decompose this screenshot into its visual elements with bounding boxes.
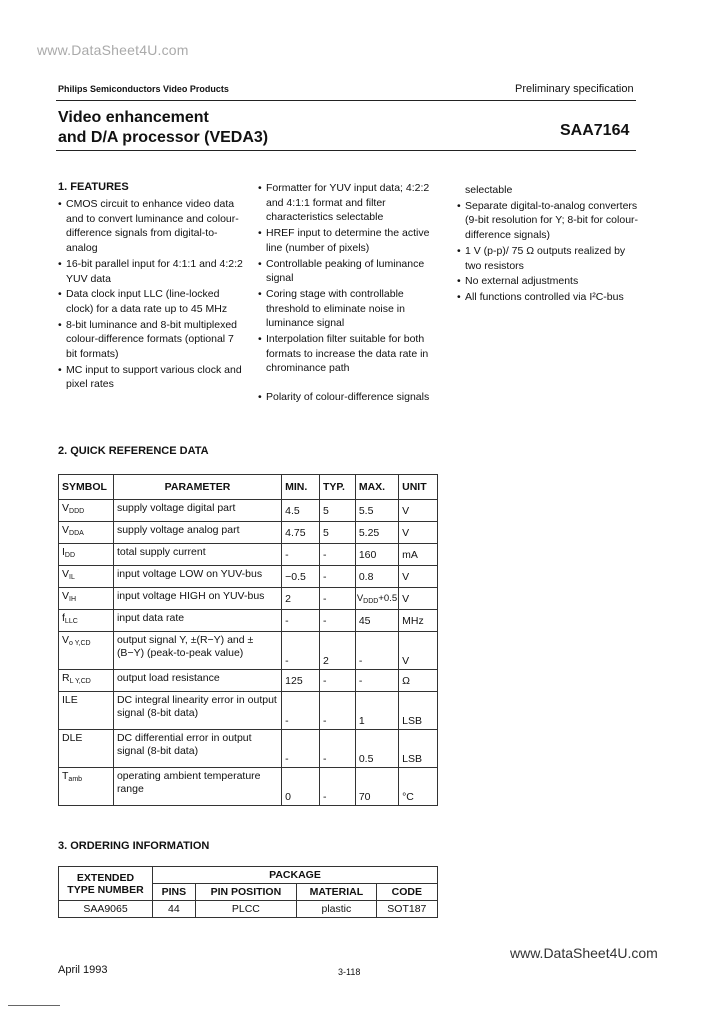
- table-row: [59, 522, 438, 544]
- symbol-subscript: IH: [69, 596, 77, 603]
- symbol-subscript: DDA: [69, 530, 84, 537]
- cell-typ: -: [319, 566, 355, 588]
- symbol-main: V: [62, 524, 70, 536]
- cell-parameter: output load resistance: [113, 670, 281, 692]
- col-header-package: PACKAGE: [153, 867, 438, 884]
- cell-pins: 44: [153, 901, 196, 918]
- cell-typ: -: [319, 670, 355, 692]
- symbol-main: V: [62, 568, 70, 580]
- cell-parameter: input voltage LOW on YUV-bus: [113, 566, 281, 588]
- cell-max: [355, 670, 398, 692]
- cell-unit: V: [399, 500, 438, 522]
- max-value: 0.5: [358, 753, 374, 765]
- feature-item: • 16-bit parallel input for 4:1:1 and 4:2:2 YUV data: [58, 257, 246, 286]
- symbol-subscript: DDD: [69, 508, 85, 515]
- max-value: 0.8: [358, 570, 374, 583]
- watermark-bottom[interactable]: www.DataSheet4U.com: [510, 945, 658, 961]
- cell-symbol: [59, 544, 114, 566]
- features-col-1: [58, 197, 246, 393]
- feature-item: • HREF input to determine the active line (number of pixels): [258, 226, 444, 255]
- cell-symbol: [59, 730, 114, 768]
- cell-min: -: [282, 632, 320, 670]
- cell-unit: V: [399, 566, 438, 588]
- cell-unit: MHz: [399, 610, 438, 632]
- cell-max: [355, 768, 398, 806]
- cell-symbol: [59, 566, 114, 588]
- cell-parameter: supply voltage digital part: [113, 500, 281, 522]
- cell-min: 4.5: [282, 500, 320, 522]
- cell-min: -: [282, 610, 320, 632]
- col-header-material: MATERIAL: [297, 884, 377, 901]
- table-row: [59, 901, 438, 918]
- cell-parameter: input data rate: [113, 610, 281, 632]
- max-value: 160: [358, 548, 377, 561]
- max-suffix: +0.5: [378, 592, 398, 604]
- cell-unit: Ω: [399, 670, 438, 692]
- cell-typ: 5: [319, 500, 355, 522]
- ordering-heading: 3. ORDERING INFORMATION: [58, 840, 210, 852]
- cell-max: [355, 544, 398, 566]
- title-rule: [56, 150, 636, 151]
- table-row: [59, 544, 438, 566]
- col-header-min: MIN.: [282, 475, 320, 500]
- col-header-parameter: PARAMETER: [113, 475, 281, 500]
- cell-typ: -: [319, 544, 355, 566]
- cell-parameter: DC differential error in output signal (8-bit data): [113, 730, 281, 768]
- col-header-typ: TYP.: [319, 475, 355, 500]
- cell-typ: -: [319, 692, 355, 730]
- cell-unit: LSB: [399, 730, 438, 768]
- ordering-table: [58, 866, 438, 918]
- symbol-main: T: [62, 770, 69, 782]
- col-header-pin-position: PIN POSITION: [195, 884, 296, 901]
- cell-symbol: [59, 768, 114, 806]
- cell-min: 125: [282, 670, 320, 692]
- table-row: [59, 500, 438, 522]
- quick-ref-heading: 2. QUICK REFERENCE DATA: [58, 445, 209, 457]
- feature-item: • Controllable peaking of luminance signal: [258, 257, 444, 286]
- cell-min: −0.5: [282, 566, 320, 588]
- max-value: 1: [358, 715, 365, 727]
- symbol-main: ILE: [62, 694, 78, 706]
- cell-code: SOT187: [376, 901, 437, 918]
- symbol-main: R: [62, 672, 70, 684]
- cell-symbol: [59, 632, 114, 670]
- cell-max: [355, 566, 398, 588]
- title-line-1: Video enhancement: [58, 109, 209, 126]
- footer-rule: [8, 1005, 60, 1006]
- symbol-subscript: o Y,CD: [69, 640, 91, 647]
- col-header-symbol: SYMBOL: [59, 475, 114, 500]
- max-value: -: [358, 674, 363, 687]
- cell-typ: -: [319, 588, 355, 610]
- table-row: [59, 670, 438, 692]
- symbol-main: f: [62, 612, 65, 624]
- cell-symbol: [59, 670, 114, 692]
- cell-parameter: input voltage HIGH on YUV-bus: [113, 588, 281, 610]
- symbol-main: I: [62, 546, 65, 558]
- footer-page: 3-118: [338, 967, 361, 977]
- symbol-subscript: DD: [64, 552, 76, 559]
- symbol-main: V: [62, 590, 70, 602]
- cell-parameter: supply voltage analog part: [113, 522, 281, 544]
- cell-symbol: [59, 500, 114, 522]
- cell-min: -: [282, 692, 320, 730]
- cell-min: 0: [282, 768, 320, 806]
- feature-item: • No external adjustments: [457, 274, 642, 289]
- cell-min: -: [282, 544, 320, 566]
- max-value: -: [358, 655, 363, 667]
- feature-item: • CMOS circuit to enhance video data and to convert luminance and colour-difference signals from digital-to-analog: [58, 197, 246, 256]
- cell-min: 4.75: [282, 522, 320, 544]
- symbol-main: V: [62, 634, 70, 646]
- cell-max: [355, 522, 398, 544]
- table-row: [59, 610, 438, 632]
- cell-max: [355, 500, 398, 522]
- feature-item: • All functions controlled via I²C-bus: [457, 290, 642, 305]
- cell-symbol: [59, 692, 114, 730]
- cell-parameter: DC integral linearity error in output signal (8-bit data): [113, 692, 281, 730]
- feature-item: • MC input to support various clock and pixel rates: [58, 363, 246, 392]
- cell-typ: -: [319, 610, 355, 632]
- col-header-code: CODE: [376, 884, 437, 901]
- symbol-subscript: LLC: [64, 618, 78, 625]
- quick-ref-table: [58, 474, 438, 806]
- feature-item: • 1 V (p-p)/ 75 Ω outputs realized by two resistors: [457, 244, 642, 273]
- cell-typ: 2: [319, 632, 355, 670]
- table-header-row: [59, 475, 438, 500]
- cell-parameter: output signal Y, ±(R−Y) and ±(B−Y) (peak-to-peak value): [113, 632, 281, 670]
- cell-parameter: operating ambient temperature range: [113, 768, 281, 806]
- cell-unit: V: [399, 522, 438, 544]
- feature-item: • Coring stage with controllable threshold to eliminate noise in luminance signal: [258, 287, 444, 331]
- max-subscript: DDD: [363, 597, 379, 605]
- cell-max: [355, 730, 398, 768]
- feature-item: • Formatter for YUV input data; 4:2:2 and 4:1:1 format and filter characteristics selectable: [258, 181, 444, 225]
- feature-item: • Separate digital-to-analog converters (9-bit resolution for Y; 8-bit for colour-difference signals): [457, 199, 642, 243]
- cell-parameter: total supply current: [113, 544, 281, 566]
- cell-type: SAA9065: [59, 901, 153, 918]
- feature-item: • Data clock input LLC (line-locked clock) for a data rate up to 45 MHz: [58, 287, 246, 316]
- max-value: 45: [358, 614, 371, 627]
- cell-min: 2: [282, 588, 320, 610]
- table-row: [59, 730, 438, 768]
- cell-position: PLCC: [195, 901, 296, 918]
- cell-symbol: [59, 588, 114, 610]
- table-row: [59, 632, 438, 670]
- table-row: [59, 692, 438, 730]
- feature-item: • Polarity of colour-difference signals: [258, 390, 444, 405]
- max-value: V: [356, 592, 364, 604]
- spec-status: Preliminary specification: [515, 83, 634, 95]
- symbol-subscript: amb: [68, 776, 83, 783]
- feature-item: • 8-bit luminance and 8-bit multiplexed colour-difference formats (optional 7 bit formats): [58, 318, 246, 362]
- table-row: [59, 588, 438, 610]
- table-row: [59, 566, 438, 588]
- cell-max: [355, 632, 398, 670]
- cell-unit: V: [399, 632, 438, 670]
- title-line-2: and D/A processor (VEDA3): [58, 129, 269, 146]
- cell-max: [355, 588, 398, 610]
- max-value: 70: [358, 791, 371, 803]
- col-header-type: EXTENDED TYPE NUMBER: [59, 867, 153, 901]
- cell-typ: -: [319, 768, 355, 806]
- symbol-main: V: [62, 502, 70, 514]
- feature-continuation: selectable: [465, 184, 513, 196]
- cell-symbol: [59, 610, 114, 632]
- features-col-2: [258, 181, 444, 406]
- cell-unit: mA: [399, 544, 438, 566]
- cell-unit: V: [399, 588, 438, 610]
- document-title: [58, 108, 268, 148]
- cell-unit: LSB: [399, 692, 438, 730]
- cell-symbol: [59, 522, 114, 544]
- cell-material: plastic: [297, 901, 377, 918]
- footer-date: April 1993: [58, 964, 108, 976]
- cell-max: [355, 692, 398, 730]
- cell-min: -: [282, 730, 320, 768]
- symbol-subscript: IL: [69, 574, 75, 581]
- company-name: Philips Semiconductors Video Products: [58, 84, 229, 94]
- features-heading: 1. FEATURES: [58, 181, 129, 193]
- cell-unit: °C: [399, 768, 438, 806]
- cell-typ: 5: [319, 522, 355, 544]
- col-header-pins: PINS: [153, 884, 196, 901]
- col-header-max: MAX.: [355, 475, 398, 500]
- header-rule: [56, 100, 636, 101]
- features-col-3: [457, 183, 642, 306]
- max-value: 5.5: [358, 504, 374, 517]
- symbol-subscript: L Y,CD: [69, 678, 91, 685]
- max-value: 5.25: [358, 526, 380, 539]
- cell-typ: -: [319, 730, 355, 768]
- feature-item: • Interpolation filter suitable for both formats to increase the data rate in chrominance path: [258, 332, 444, 376]
- symbol-main: DLE: [62, 732, 83, 744]
- watermark-top[interactable]: www.DataSheet4U.com: [37, 42, 189, 58]
- table-row: [59, 768, 438, 806]
- part-number: SAA7164: [560, 122, 630, 139]
- col-header-unit: UNIT: [399, 475, 438, 500]
- cell-max: [355, 610, 398, 632]
